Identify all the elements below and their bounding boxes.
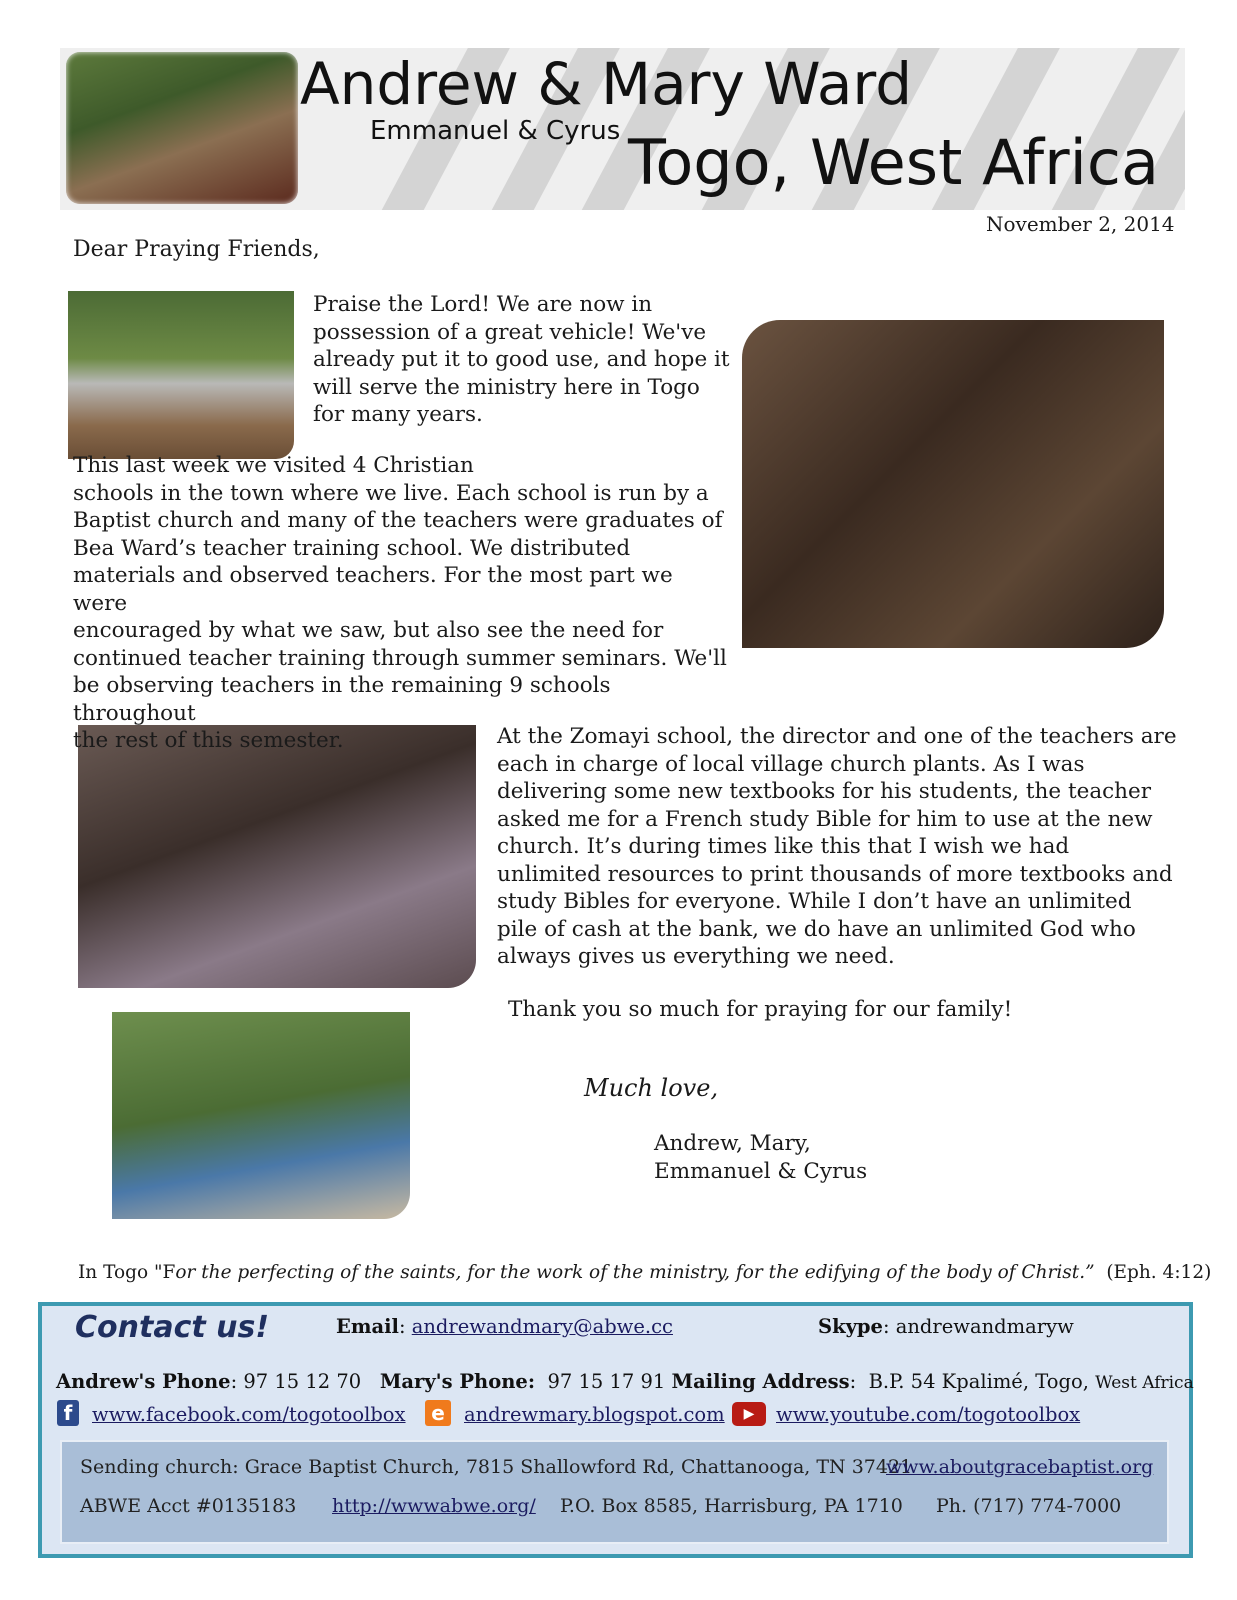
abwe-phone: Ph. (717) 774-7000 — [936, 1495, 1122, 1517]
family-photo — [112, 1012, 410, 1219]
closing: Much love, — [584, 1074, 719, 1102]
facebook-icon[interactable]: f — [57, 1400, 79, 1426]
paragraph-zomayi: At the Zomayi school, the director and one of the teachers are each in charge of local village church plants. As I was delivering some new textbooks for his students, the teacher asked me for a French study Bible for him to use at the new church. It’s during times like this that I wish we had unlimited resources to print thousands of more textbooks and study Bibles for everyone. While I don’t have an unlimited pile of cash at the bank, we do have an unlimited God who always gives us everything we need. — [497, 724, 1177, 969]
youtube-icon[interactable]: ▶ — [732, 1402, 766, 1426]
contact-title: Contact us! — [75, 1310, 270, 1345]
verse-reference: (Eph. 4:12) — [1106, 1262, 1212, 1283]
mailing-region: West Africa — [1095, 1373, 1194, 1393]
greeting: Dear Praying Friends, — [73, 237, 320, 262]
children-names: Emmanuel & Cyrus — [370, 116, 621, 146]
email-label: Email — [336, 1315, 399, 1338]
header-couple-photo — [66, 52, 298, 204]
abwe-po-box: P.O. Box 8585, Harrisburg, PA 1710 — [560, 1495, 903, 1517]
mary-phone: 97 15 17 91 — [547, 1370, 666, 1393]
paragraph-vehicle: Praise the Lord! We are now in possession of a great vehicle! We've already put it to good use, and hope it will serve the ministry here in Togo for many years. — [313, 292, 730, 427]
blog-link[interactable]: andrewmary.blogspot.com — [464, 1403, 725, 1426]
newsletter-title: Andrew & Mary Ward — [300, 50, 913, 118]
skype-line: Skype: andrewandmaryw — [818, 1315, 1074, 1338]
signers: Andrew, Mary, Emmanuel & Cyrus — [654, 1131, 868, 1184]
email-link[interactable]: andrewandmary@abwe.cc — [411, 1315, 673, 1338]
location-title: Togo, West Africa — [628, 126, 1159, 199]
sending-church: Sending church: Grace Baptist Church, 7815 Shallowford Rd, Chattanooga, TN 37421 — [80, 1456, 913, 1478]
mary-phone-label: Mary's Phone: — [379, 1370, 536, 1393]
paragraph-schools: This last week we visited 4 Christian schools in the town where we live. Each school is run by a Baptist church and many of the teachers were graduates of Bea Ward’s teacher training school. We distributed materials and observed teachers. For the most part we were encouraged by what we saw, but also see the need for continued teacher training through summer seminars. We'll be observing teachers in the remaining 9 schools throughout the rest of this semester. — [73, 453, 727, 753]
verse-line — [78, 1262, 1211, 1283]
email-line: Email: andrewandmary@abwe.cc — [336, 1315, 673, 1338]
church-website-link[interactable]: www.aboutgracebaptist.org — [886, 1456, 1154, 1478]
letter-date: November 2, 2014 — [986, 212, 1175, 236]
paragraph-thanks: Thank you so much for praying for our family! — [508, 997, 1013, 1022]
skype-handle: andrewandmaryw — [895, 1315, 1074, 1338]
phones-line: Andrew's Phone: 97 15 12 70 Mary's Phone: 97 15 17 91 Mailing Address: B.P. 54 Kpalimé, Togo, West Africa — [56, 1370, 1194, 1393]
abwe-account: ABWE Acct #0135183 — [80, 1495, 297, 1517]
facebook-link[interactable]: www.facebook.com/togotoolbox — [92, 1403, 406, 1426]
mailing-address: B.P. 54 Kpalimé, Togo, — [868, 1370, 1089, 1393]
verse-text: or the perfecting of the saints, for the work of the ministry, for the edifying of the body of Christ.” — [175, 1262, 1095, 1283]
school-children-photo — [78, 725, 476, 988]
classroom-photo — [742, 320, 1164, 648]
skype-label: Skype — [818, 1315, 883, 1338]
andrew-phone-label: Andrew's Phone — [56, 1370, 231, 1393]
abwe-website-link[interactable]: http://wwwabwe.org/ — [332, 1495, 536, 1517]
andrew-phone: 97 15 12 70 — [243, 1370, 362, 1393]
vehicle-photo — [68, 291, 294, 459]
blogger-icon[interactable]: e — [425, 1400, 451, 1426]
youtube-link[interactable]: www.youtube.com/togotoolbox — [776, 1403, 1081, 1426]
verse-prefix: In Togo "F — [78, 1262, 176, 1283]
mailing-label: Mailing Address — [671, 1370, 850, 1393]
